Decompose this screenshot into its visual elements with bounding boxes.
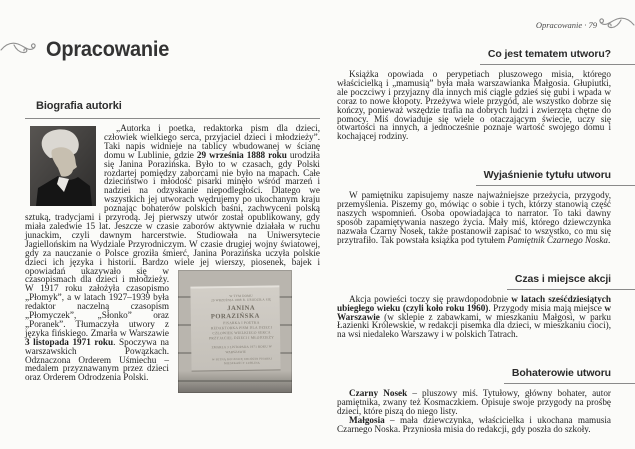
plaque-line: PRZYJACIEL DZIECI I MŁODZIEŻY xyxy=(209,335,275,341)
plaque-line: PISARKA I POETKA xyxy=(223,320,260,326)
running-header xyxy=(337,20,597,30)
page-left xyxy=(25,30,320,396)
portrait-photo-graphic xyxy=(30,126,96,206)
theme-paragraph xyxy=(337,70,611,141)
plaque-line: ZMARŁA 3 LISTOPADA 1971 ROKU W WARSZAWIE xyxy=(211,344,272,354)
time-place-paragraph xyxy=(337,295,611,340)
plaque-line: REDAKTORKA PISM DLA DZIECI xyxy=(210,325,273,331)
section-title-meaning xyxy=(337,165,611,244)
character-name: Małgosia xyxy=(349,414,385,425)
plaque-name: JANINA PORAZIŃSKA xyxy=(210,304,260,321)
section-heading-label: Wyjaśnienie tytułu utworu xyxy=(476,169,635,186)
section-heading-biografia-autorki xyxy=(25,96,320,119)
place-bold: w Warszawie xyxy=(337,302,611,322)
section-characters xyxy=(337,363,611,434)
title-meaning-text: W pamiętniku zapisujemy nasze najważniejsze przeżycia, przygody, przemyślenia. Piszemy go, mówiąc o sobie i tych, którzy stanowią część naszych wspomnień. Osoba opowiadająca to narrator. To taki dawny sposób zapamiętywania naszego życia. Mały miś, którego dziewczynka nazwała Czarny Nosek, także postanowił zapisać to wszystko, co mu się przytrafiło. Tak powstała książka pod tytułem xyxy=(337,190,611,245)
janina-porazinska-portrait-photo xyxy=(30,126,96,206)
plaque-line: W SETNĄ ROCZNICĘ URODZIN PISARKI xyxy=(211,355,272,361)
section-heading-label: Co jest tematem utworu? xyxy=(480,48,635,65)
plaque-line: 29 WRZEŚNIA 1888 R. URODZIŁA SIĘ xyxy=(211,297,272,303)
section-time-place xyxy=(337,269,611,340)
section-theme xyxy=(337,44,611,141)
book-title-italic: Pamiętnik Czarnego Noska xyxy=(507,234,608,245)
bio-death-date: 3 listopada 1971 roku xyxy=(25,336,114,347)
section-heading-label: Czas i miejsce akcji xyxy=(507,273,635,290)
character-name: Czarny Nosek xyxy=(349,388,408,399)
bio-birth-date: 29 września 1888 roku xyxy=(196,149,287,160)
section-heading-characters xyxy=(337,363,635,384)
plaque-line: MIESZKAŃCY LUBLINA xyxy=(224,359,260,365)
character-description: – pluszowy miś. Tytułowy, główny bohater, autor pamiętnika, zwany też Kosmaczkiem. Opisuje swoje przygody na prośbę dzieci, które piszą do niego listy. xyxy=(337,388,611,417)
memorial-plaque-photo xyxy=(178,270,292,393)
bio-text-1: „Autorka i poetka, redaktorka pism dla dzieci, człowiek wielkiego serca, przyjaciel dzieci i młodzieży”. Taki napis widnieje na tablicy wbudowanej w ścianę domu w Lublinie, gdzie xyxy=(104,123,320,160)
plaque-line: CZŁOWIEK WIELKIEGO SERCA xyxy=(212,330,271,336)
bio-text-2: urodziła się Janina Porazińska. Było to w czasach, gdy Polski rozdartej pomiędzy zaborcami nie było na mapach. Całe dzieciństwo i młodość pisarki minęło wśród marzeń i nadziei na odzyskanie niepodległości. Dlatego we wszystkich jej utworach wędrujemy po ukochanym kraju poznając bohaterów polskich baśni, zachwyceni polską sztuką, tradycjami i przyrodą. Jej pierwszy utwór został opublikowany, gdy miała zaledwie 15 lat. Jeszcze w czasie zaborów aktywnie działała w ruchu junackim, czyli dawnym harcerstwie. Studiowała na Uniwersytecie Jagiellońskim na Wydziale Przyrodniczym. W czasie drugiej wojny światowej, gdy za nauczanie o Polsce groziła śmierć, Janina Porazińska uczyła polskie dzieci ich języka i historii. Bardzo wiele jej wierszy, xyxy=(25,149,320,267)
theme-text: Książka opowiada o perypetiach pluszowego misia, którego właścicielką i „mamusią” była mała warszawianka Małgosia. Głupiutki, ale poczciwy i przyjazny dla innych miś ciągle gdzieś się gubi i wpada w coraz to nowe kłopoty. Przeżywa wiele przygód, ale wszystko dobrze się kończy, ponieważ wszędzie trafia na dobrych ludzi i zwierzęta chętne do pomocy. Miś dowiaduje się wiele o otaczającym świecie, uczy się otwartości na innych, a jednocześnie poznaje wartość swojego domu i kochającej rodziny. xyxy=(337,69,611,142)
character-malgosia xyxy=(337,416,611,434)
bio-text-4: . Spoczywa na warszawskich Powązkach. Odznaczona Orderem Uśmiechu – medalem przyznawanym przez dzieci oraz Orderem Odrodzenia Polski. xyxy=(25,336,169,383)
section-heading-title-meaning xyxy=(337,165,635,186)
time-place-text: . Przygody misia mają miejsce xyxy=(488,302,605,313)
title-meaning-paragraph xyxy=(337,191,611,244)
title-meaning-text-end: . xyxy=(607,234,611,245)
section-heading-label: Biografia autorki xyxy=(36,100,122,112)
bio-text-3: piosenek, bajek i opowiadań ukazywało się w czasopismach dla dzieci i młodzieży. W 1917 roku założyła czasopismo „Płomyk”, a w latach 1927–1939 była redaktor naczelną czasopism „Płomyczek”, „Słonko” oraz „Poranek”. Tłumaczyła utwory z języka fińskiego. Zmarła w Warszawie xyxy=(25,256,320,338)
memorial-plaque xyxy=(190,285,280,371)
time-place-text: Akcja powieści toczy się prawdopodobnie xyxy=(349,293,512,304)
time-place-text: (w sklepie z zabawkami, w mieszkaniu Małgosi, w parku Łazienki Królewskie, w redakcji pisemka dla dzieci, w mieszkaniu cioci), na wsi niedaleko Warszawy i w polskich Tatrach. xyxy=(337,311,611,340)
running-header-text: Opracowanie · 79 xyxy=(535,20,597,30)
character-czarny-nosek xyxy=(337,389,611,416)
section-heading-label: Bohaterowie utworu xyxy=(504,367,635,384)
page-right xyxy=(337,12,611,434)
section-heading-theme xyxy=(337,44,635,65)
plaque-line: W TYM DOMU xyxy=(229,293,253,298)
time-period-bold: w latach sześćdziesiątych ubiegłego wieku (czyli koło roku 1960) xyxy=(337,293,611,313)
character-description: – mała dziewczynka, właścicielka i ukochana mamusia Czarnego Noska. Przyniosła misia do redakcji, gdy poszła do szkoły. xyxy=(337,414,611,434)
biography-paragraph xyxy=(25,124,320,382)
section-heading-time-place xyxy=(337,269,635,290)
page-title: Opracowanie xyxy=(46,38,170,61)
